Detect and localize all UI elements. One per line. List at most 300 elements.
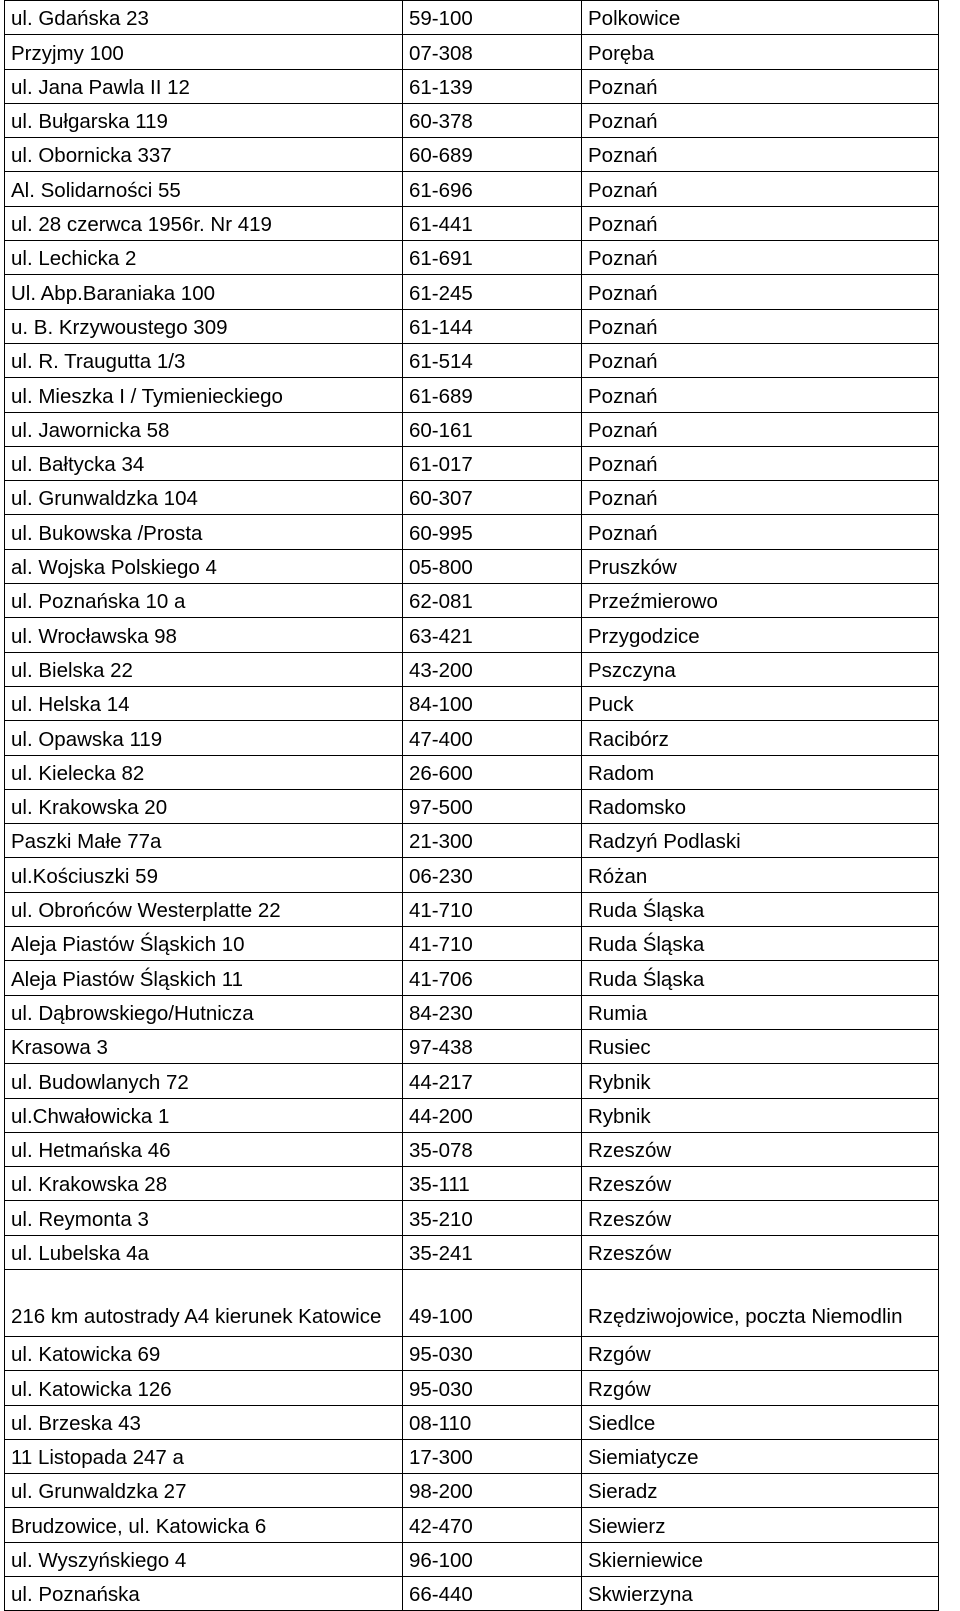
street-cell-text: ul. Lechicka 2	[11, 247, 137, 271]
city-cell-text: Poznań	[588, 247, 658, 271]
zip-cell	[403, 995, 582, 1029]
zip-cell-text: 61-696	[409, 178, 473, 202]
street-cell	[5, 1269, 403, 1336]
zip-cell-text: 35-078	[409, 1139, 473, 1163]
zip-cell	[403, 1371, 582, 1405]
city-cell	[582, 961, 939, 995]
street-cell	[5, 1132, 403, 1166]
zip-cell-text: 42-470	[409, 1514, 473, 1538]
city-cell-text: Puck	[588, 693, 634, 717]
table-row	[5, 343, 939, 377]
table-row	[5, 1439, 939, 1473]
city-cell-text: Radomsko	[588, 796, 686, 820]
table-row	[5, 309, 939, 343]
table-row	[5, 446, 939, 480]
table-row	[5, 1542, 939, 1576]
street-cell-text: ul. Bielska 22	[11, 658, 133, 682]
zip-cell-text: 35-241	[409, 1241, 473, 1265]
zip-cell	[403, 275, 582, 309]
street-cell-text: ul. Poznańska 10 a	[11, 590, 186, 614]
zip-cell-text: 84-100	[409, 693, 473, 717]
zip-cell-text: 44-200	[409, 1104, 473, 1128]
zip-cell-text: 61-144	[409, 315, 473, 339]
zip-cell	[403, 755, 582, 789]
street-cell	[5, 1235, 403, 1269]
street-cell	[5, 1336, 403, 1370]
city-cell-text: Siewierz	[588, 1514, 666, 1538]
zip-cell-text: 61-139	[409, 75, 473, 99]
table-row	[5, 1371, 939, 1405]
street-cell	[5, 1508, 403, 1542]
city-cell	[582, 1029, 939, 1063]
table-row	[5, 1064, 939, 1098]
table-row	[5, 241, 939, 275]
street-cell	[5, 1577, 403, 1611]
city-cell-text: Ruda Śląska	[588, 967, 705, 991]
table-row	[5, 206, 939, 240]
street-cell	[5, 686, 403, 720]
city-cell	[582, 481, 939, 515]
city-cell	[582, 1201, 939, 1235]
zip-cell-text: 44-217	[409, 1070, 473, 1094]
street-cell	[5, 412, 403, 446]
city-cell	[582, 755, 939, 789]
table-row	[5, 1167, 939, 1201]
street-cell-text: ul. Katowicka 69	[11, 1343, 161, 1367]
zip-cell	[403, 1474, 582, 1508]
zip-cell	[403, 446, 582, 480]
street-cell-text: ul. Lubelska 4a	[11, 1241, 149, 1265]
table-row	[5, 172, 939, 206]
city-cell	[582, 652, 939, 686]
city-cell	[582, 138, 939, 172]
table-row	[5, 1098, 939, 1132]
zip-cell	[403, 1132, 582, 1166]
zip-cell	[403, 172, 582, 206]
street-cell	[5, 515, 403, 549]
city-cell-text: Przygodzice	[588, 624, 700, 648]
city-cell	[582, 1508, 939, 1542]
city-cell-text: Poznań	[588, 178, 658, 202]
table-row	[5, 103, 939, 137]
table-row	[5, 892, 939, 926]
zip-cell-text: 41-710	[409, 899, 473, 923]
city-cell-text: Poznań	[588, 75, 658, 99]
zip-cell	[403, 69, 582, 103]
city-cell	[582, 412, 939, 446]
street-cell	[5, 172, 403, 206]
street-cell	[5, 378, 403, 412]
city-cell	[582, 858, 939, 892]
street-cell	[5, 1474, 403, 1508]
table-row	[5, 378, 939, 412]
city-cell-text: Poznań	[588, 384, 658, 408]
city-cell-text: Radom	[588, 761, 655, 785]
table-row	[5, 824, 939, 858]
table-row	[5, 789, 939, 823]
city-cell	[582, 241, 939, 275]
street-cell	[5, 961, 403, 995]
zip-cell	[403, 378, 582, 412]
city-cell	[582, 275, 939, 309]
table-row	[5, 995, 939, 1029]
street-cell-text: ul. Budowlanych 72	[11, 1070, 189, 1094]
zip-cell-text: 26-600	[409, 761, 473, 785]
zip-cell-text: 61-691	[409, 247, 473, 271]
table-row	[5, 1201, 939, 1235]
zip-cell-text: 41-706	[409, 967, 473, 991]
city-cell	[582, 1405, 939, 1439]
zip-cell	[403, 1577, 582, 1611]
zip-cell	[403, 584, 582, 618]
city-cell-text: Rzeszów	[588, 1139, 672, 1163]
city-cell-text: Radzyń Podlaski	[588, 830, 741, 854]
city-cell	[582, 1, 939, 35]
table-row	[5, 1577, 939, 1611]
street-cell	[5, 1405, 403, 1439]
street-cell-text: Brudzowice, ul. Katowicka 6	[11, 1514, 267, 1538]
city-cell-text: Rzeszów	[588, 1173, 672, 1197]
city-cell	[582, 618, 939, 652]
zip-cell	[403, 1201, 582, 1235]
street-cell	[5, 1542, 403, 1576]
street-cell	[5, 103, 403, 137]
address-table	[4, 0, 939, 1611]
city-cell-text: Rzeszów	[588, 1207, 672, 1231]
street-cell-text: ul. Jana Pawla II 12	[11, 75, 190, 99]
zip-cell-text: 63-421	[409, 624, 473, 648]
city-cell	[582, 1439, 939, 1473]
zip-cell-text: 96-100	[409, 1549, 473, 1573]
city-cell	[582, 549, 939, 583]
zip-cell	[403, 618, 582, 652]
zip-cell	[403, 412, 582, 446]
table-row	[5, 35, 939, 69]
zip-cell-text: 61-017	[409, 453, 473, 477]
zip-cell	[403, 961, 582, 995]
zip-cell-text: 60-378	[409, 110, 473, 134]
city-cell	[582, 206, 939, 240]
street-cell-text: ul. Gdańska 23	[11, 7, 149, 31]
zip-cell	[403, 1098, 582, 1132]
zip-cell-text: 61-514	[409, 350, 473, 374]
zip-cell-text: 47-400	[409, 727, 473, 751]
street-cell-text: ul. Obrońców Westerplatte 22	[11, 899, 281, 923]
table-row	[5, 515, 939, 549]
street-cell-text: 216 km autostrady A4 kierunek Katowice	[11, 1304, 382, 1328]
street-cell-text: ul. R. Traugutta 1/3	[11, 350, 186, 374]
street-cell-text: ul. Krakowska 28	[11, 1173, 168, 1197]
street-cell	[5, 1371, 403, 1405]
zip-cell-text: 05-800	[409, 556, 473, 580]
table-row	[5, 1, 939, 35]
street-cell	[5, 995, 403, 1029]
street-cell	[5, 343, 403, 377]
city-cell-text: Rzgów	[588, 1377, 651, 1401]
city-cell-text: Rybnik	[588, 1070, 651, 1094]
city-cell-text: Polkowice	[588, 7, 681, 31]
city-cell-text: Rzgów	[588, 1343, 651, 1367]
table-row	[5, 412, 939, 446]
street-cell-text: ul.Kościuszki 59	[11, 864, 158, 888]
table-row	[5, 549, 939, 583]
zip-cell-text: 98-200	[409, 1480, 473, 1504]
city-cell	[582, 686, 939, 720]
street-cell-text: u. B. Krzywoustego 309	[11, 315, 228, 339]
street-cell	[5, 584, 403, 618]
city-cell-text: Różan	[588, 864, 648, 888]
street-cell-text: ul. Dąbrowskiego/Hutnicza	[11, 1001, 254, 1025]
city-cell	[582, 103, 939, 137]
street-cell	[5, 652, 403, 686]
zip-cell	[403, 515, 582, 549]
zip-cell	[403, 1064, 582, 1098]
city-cell-text: Ruda Śląska	[588, 933, 705, 957]
table-row	[5, 927, 939, 961]
street-cell	[5, 206, 403, 240]
street-cell	[5, 241, 403, 275]
city-cell-text: Skierniewice	[588, 1549, 704, 1573]
city-cell-text: Rybnik	[588, 1104, 651, 1128]
street-cell-text: ul. Bułgarska 119	[11, 110, 168, 134]
street-cell-text: ul. Jawornicka 58	[11, 418, 170, 442]
street-cell-text: ul. Bukowska /Prosta	[11, 521, 203, 545]
zip-cell	[403, 241, 582, 275]
zip-cell-text: 84-230	[409, 1001, 473, 1025]
table-row	[5, 138, 939, 172]
city-cell-text: Pszczyna	[588, 658, 676, 682]
table-row	[5, 1508, 939, 1542]
city-cell	[582, 1132, 939, 1166]
street-cell-text: ul. Wyszyńskiego 4	[11, 1549, 187, 1573]
street-cell	[5, 309, 403, 343]
table-row	[5, 858, 939, 892]
table-row	[5, 1029, 939, 1063]
street-cell	[5, 1439, 403, 1473]
zip-cell	[403, 1542, 582, 1576]
street-cell	[5, 1167, 403, 1201]
zip-cell-text: 60-307	[409, 487, 473, 511]
city-cell	[582, 309, 939, 343]
city-cell-text: Poznań	[588, 110, 658, 134]
table-row	[5, 1235, 939, 1269]
city-cell	[582, 1269, 939, 1336]
city-cell	[582, 446, 939, 480]
table-row	[5, 686, 939, 720]
street-cell-text: ul. Hetmańska 46	[11, 1139, 171, 1163]
street-cell	[5, 138, 403, 172]
city-cell-text: Poznań	[588, 213, 658, 237]
city-cell	[582, 1098, 939, 1132]
table-row	[5, 652, 939, 686]
table-row	[5, 69, 939, 103]
street-cell-text: ul. Opawska 119	[11, 727, 163, 751]
zip-cell	[403, 1167, 582, 1201]
street-cell-text: ul. Kielecka 82	[11, 761, 145, 785]
city-cell	[582, 995, 939, 1029]
zip-cell-text: 61-689	[409, 384, 473, 408]
city-cell	[582, 1235, 939, 1269]
street-cell-text: ul. Brzeska 43	[11, 1411, 141, 1435]
city-cell	[582, 1167, 939, 1201]
zip-cell-text: 06-230	[409, 864, 473, 888]
zip-cell-text: 59-100	[409, 7, 473, 31]
street-cell-text: ul. Mieszka I / Tymienieckiego	[11, 384, 283, 408]
city-cell-text: Rumia	[588, 1001, 648, 1025]
street-cell	[5, 446, 403, 480]
city-cell-text: Poręba	[588, 41, 655, 65]
street-cell-text: al. Wojska Polskiego 4	[11, 556, 217, 580]
street-cell	[5, 755, 403, 789]
table-row	[5, 1405, 939, 1439]
zip-cell	[403, 652, 582, 686]
city-cell-text: Racibórz	[588, 727, 669, 751]
city-cell-text: Ruda Śląska	[588, 899, 705, 923]
table-row	[5, 481, 939, 515]
city-cell	[582, 515, 939, 549]
zip-cell-text: 97-438	[409, 1036, 473, 1060]
city-cell	[582, 172, 939, 206]
street-cell-text: Al. Solidarności 55	[11, 178, 181, 202]
table-row	[5, 618, 939, 652]
table-row	[5, 1269, 939, 1336]
street-cell-text: ul. Katowicka 126	[11, 1377, 172, 1401]
city-cell	[582, 892, 939, 926]
city-cell	[582, 1474, 939, 1508]
zip-cell	[403, 927, 582, 961]
street-cell-text: ul. Helska 14	[11, 693, 130, 717]
city-cell-text: Rzędziwojowice, poczta Niemodlin	[588, 1304, 903, 1328]
zip-cell-text: 41-710	[409, 933, 473, 957]
city-cell	[582, 789, 939, 823]
zip-cell	[403, 789, 582, 823]
street-cell	[5, 1098, 403, 1132]
table-row	[5, 721, 939, 755]
city-cell-text: Siedlce	[588, 1411, 656, 1435]
address-table-body	[5, 1, 939, 1611]
zip-cell-text: 95-030	[409, 1343, 473, 1367]
zip-cell	[403, 309, 582, 343]
city-cell-text: Pruszków	[588, 556, 677, 580]
zip-cell	[403, 686, 582, 720]
zip-cell-text: 49-100	[409, 1304, 473, 1328]
street-cell	[5, 1201, 403, 1235]
city-cell	[582, 1336, 939, 1370]
city-cell	[582, 1577, 939, 1611]
street-cell	[5, 1064, 403, 1098]
zip-cell	[403, 1439, 582, 1473]
city-cell-text: Przeźmierowo	[588, 590, 718, 614]
city-cell-text: Skwierzyna	[588, 1583, 693, 1607]
zip-cell-text: 08-110	[409, 1411, 472, 1435]
city-cell-text: Rusiec	[588, 1036, 651, 1060]
street-cell	[5, 1, 403, 35]
street-cell-text: Aleja Piastów Śląskich 11	[11, 967, 244, 991]
street-cell-text: Krasowa 3	[11, 1036, 108, 1060]
city-cell	[582, 35, 939, 69]
zip-cell-text: 95-030	[409, 1377, 473, 1401]
zip-cell-text: 35-210	[409, 1207, 473, 1231]
zip-cell-text: 60-161	[409, 418, 473, 442]
table-row	[5, 1336, 939, 1370]
city-cell	[582, 1542, 939, 1576]
street-cell-text: Aleja Piastów Śląskich 10	[11, 933, 245, 957]
table-row	[5, 755, 939, 789]
table-row	[5, 1474, 939, 1508]
street-cell-text: Ul. Abp.Baraniaka 100	[11, 281, 215, 305]
table-row	[5, 1132, 939, 1166]
city-cell-text: Poznań	[588, 418, 658, 442]
street-cell-text: ul. Poznańska	[11, 1583, 140, 1607]
zip-cell-text: 61-441	[409, 213, 473, 237]
city-cell	[582, 824, 939, 858]
street-cell	[5, 275, 403, 309]
city-cell	[582, 584, 939, 618]
street-cell-text: ul. Grunwaldzka 27	[11, 1480, 187, 1504]
city-cell-text: Siemiatycze	[588, 1446, 699, 1470]
street-cell-text: 11 Listopada 247 a	[11, 1446, 184, 1470]
city-cell	[582, 927, 939, 961]
city-cell-text: Poznań	[588, 453, 658, 477]
zip-cell	[403, 138, 582, 172]
zip-cell-text: 43-200	[409, 658, 473, 682]
zip-cell-text: 17-300	[409, 1446, 473, 1470]
street-cell	[5, 789, 403, 823]
street-cell-text: ul. Wrocławska 98	[11, 624, 177, 648]
street-cell	[5, 69, 403, 103]
street-cell-text: ul. Obornicka 337	[11, 144, 172, 168]
street-cell	[5, 481, 403, 515]
street-cell	[5, 892, 403, 926]
zip-cell	[403, 35, 582, 69]
zip-cell-text: 61-245	[409, 281, 473, 305]
street-cell-text: ul. Grunwaldzka 104	[11, 487, 198, 511]
zip-cell	[403, 1269, 582, 1336]
street-cell-text: ul. Bałtycka 34	[11, 453, 145, 477]
zip-cell	[403, 1405, 582, 1439]
street-cell-text: ul. Krakowska 20	[11, 796, 168, 820]
city-cell-text: Poznań	[588, 350, 658, 374]
zip-cell	[403, 103, 582, 137]
zip-cell-text: 60-995	[409, 521, 473, 545]
table-row	[5, 584, 939, 618]
zip-cell	[403, 824, 582, 858]
zip-cell-text: 62-081	[409, 590, 473, 614]
zip-cell	[403, 1508, 582, 1542]
table-row	[5, 275, 939, 309]
city-cell-text: Rzeszów	[588, 1241, 672, 1265]
street-cell	[5, 35, 403, 69]
zip-cell	[403, 1336, 582, 1370]
zip-cell-text: 97-500	[409, 796, 473, 820]
zip-cell	[403, 892, 582, 926]
zip-cell	[403, 1029, 582, 1063]
street-cell-text: Przyjmy 100	[11, 41, 124, 65]
zip-cell	[403, 1235, 582, 1269]
zip-cell-text: 21-300	[409, 830, 473, 854]
zip-cell	[403, 721, 582, 755]
street-cell-text: ul.Chwałowicka 1	[11, 1104, 170, 1128]
zip-cell	[403, 858, 582, 892]
city-cell	[582, 1371, 939, 1405]
city-cell-text: Poznań	[588, 281, 658, 305]
zip-cell-text: 66-440	[409, 1583, 473, 1607]
zip-cell	[403, 549, 582, 583]
city-cell	[582, 378, 939, 412]
zip-cell-text: 60-689	[409, 144, 473, 168]
city-cell-text: Poznań	[588, 487, 658, 511]
city-cell-text: Poznań	[588, 521, 658, 545]
